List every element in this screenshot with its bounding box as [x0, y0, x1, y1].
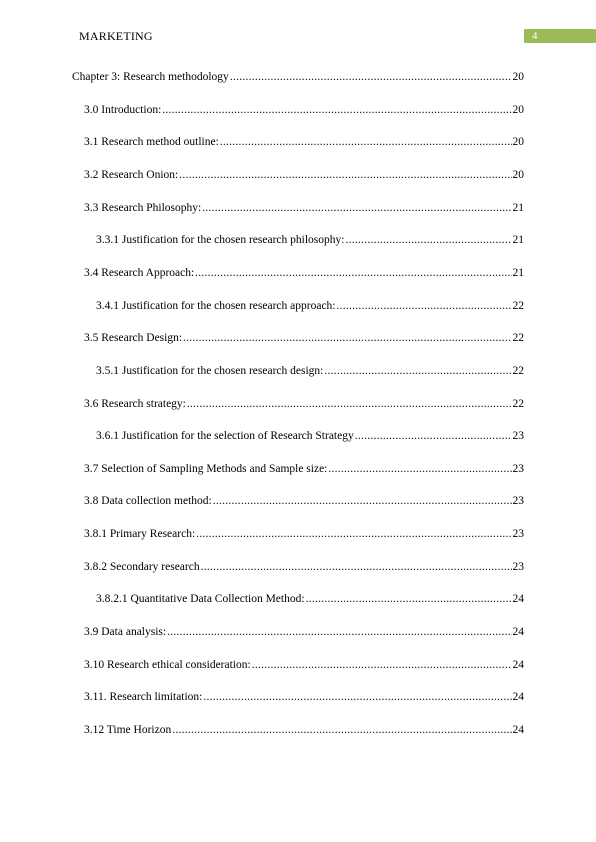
- toc-entry-label: 3.8.1 Primary Research:: [84, 528, 196, 541]
- toc-entry[interactable]: [72, 69, 524, 85]
- toc-entry-label: 3.0 Introduction:: [84, 103, 162, 116]
- toc-dot-leader: [213, 493, 512, 509]
- toc-entry-label: 3.3.1 Justification for the chosen research philosophy:: [96, 234, 345, 247]
- toc-dot-leader: [252, 657, 512, 673]
- toc-entry-page-number: 24: [512, 626, 524, 639]
- toc-dot-leader: [162, 102, 511, 118]
- toc-entry[interactable]: [96, 591, 524, 607]
- toc-entry[interactable]: [84, 559, 524, 575]
- toc-entry-page-number: 22: [512, 332, 524, 345]
- toc-dot-leader: [306, 591, 512, 607]
- toc-entry-page-number: 23: [512, 462, 524, 475]
- toc-entry-page-number: 21: [512, 201, 524, 214]
- toc-entry-label: 3.4.1 Justification for the chosen research approach:: [96, 299, 336, 312]
- toc-dot-leader: [337, 298, 512, 314]
- running-header-title: MARKETING: [79, 29, 153, 43]
- toc-entry-label: 3.6 Research strategy:: [84, 397, 186, 410]
- toc-entry[interactable]: [84, 657, 524, 673]
- toc-entry-page-number: 20: [512, 168, 524, 181]
- toc-entry[interactable]: [84, 689, 524, 705]
- toc-dot-leader: [345, 232, 511, 248]
- toc-entry[interactable]: [84, 200, 524, 216]
- toc-entry-page-number: 23: [512, 528, 524, 541]
- toc-entry[interactable]: [96, 298, 524, 314]
- toc-entry-page-number: 20: [512, 103, 524, 116]
- toc-entry-page-number: 23: [512, 430, 524, 443]
- toc-dot-leader: [183, 330, 511, 346]
- toc-entry-page-number: 24: [512, 658, 524, 671]
- toc-entry-label: 3.9 Data analysis:: [84, 626, 167, 639]
- toc-entry[interactable]: [96, 363, 524, 379]
- toc-entry-label: 3.11. Research limitation:: [84, 691, 203, 704]
- toc-entry-page-number: 22: [512, 364, 524, 377]
- toc-entry-label: 3.8 Data collection method:: [84, 495, 212, 508]
- toc-dot-leader: [220, 134, 512, 150]
- toc-entry-page-number: 21: [512, 234, 524, 247]
- toc-dot-leader: [203, 689, 511, 705]
- toc-dot-leader: [179, 167, 511, 183]
- toc-entry-label: 3.1 Research method outline:: [84, 136, 219, 149]
- toc-entry[interactable]: [96, 232, 524, 248]
- toc-entry-page-number: 22: [512, 397, 524, 410]
- toc-dot-leader: [195, 265, 511, 281]
- toc-entry-page-number: 23: [512, 560, 524, 573]
- toc-entry[interactable]: [84, 102, 524, 118]
- toc-entry-label: 3.8.2 Secondary research: [84, 560, 200, 573]
- toc-entry[interactable]: [96, 428, 524, 444]
- toc-entry[interactable]: [84, 526, 524, 542]
- toc-entry-label: 3.12 Time Horizon: [84, 724, 172, 736]
- toc-entry-label: 3.7 Selection of Sampling Methods and Sample size:: [84, 462, 328, 475]
- toc-entry-label: Chapter 3: Research methodology: [72, 71, 229, 83]
- toc-dot-leader: [202, 200, 511, 216]
- toc-entry-label: 3.6.1 Justification for the selection of Research Strategy: [96, 430, 354, 443]
- toc-entry[interactable]: [84, 493, 524, 509]
- page-number-badge: 4: [524, 29, 596, 43]
- toc-dot-leader: [324, 363, 511, 379]
- toc-entry[interactable]: [84, 722, 524, 738]
- toc-dot-leader: [172, 722, 511, 738]
- toc-dot-leader: [187, 396, 512, 412]
- toc-entry-label: 3.3 Research Philosophy:: [84, 201, 202, 214]
- toc-entry-page-number: 20: [512, 136, 524, 149]
- toc-entry-label: 3.2 Research Onion:: [84, 168, 179, 181]
- toc-entry-page-number: 24: [512, 691, 524, 704]
- toc-dot-leader: [230, 69, 512, 85]
- toc-entry-page-number: 20: [512, 71, 524, 83]
- toc-entry-label: 3.5.1 Justification for the chosen research design:: [96, 364, 324, 377]
- toc-entry-page-number: 23: [512, 495, 524, 508]
- toc-entry-label: 3.5 Research Design:: [84, 332, 183, 345]
- toc-entry[interactable]: [84, 624, 524, 640]
- toc-entry-label: 3.10 Research ethical consideration:: [84, 658, 251, 671]
- toc-entry-page-number: 22: [512, 299, 524, 312]
- toc-dot-leader: [355, 428, 512, 444]
- toc-dot-leader: [167, 624, 511, 640]
- toc-dot-leader: [196, 526, 511, 542]
- toc-entry-page-number: 21: [512, 266, 524, 279]
- toc-entry[interactable]: [84, 330, 524, 346]
- toc-entry-page-number: 24: [512, 724, 524, 736]
- toc-entry-label: 3.4 Research Approach:: [84, 266, 195, 279]
- toc-entry[interactable]: [84, 265, 524, 281]
- toc-dot-leader: [328, 461, 511, 477]
- toc-entry[interactable]: [84, 396, 524, 412]
- toc-entry[interactable]: [84, 134, 524, 150]
- toc-entry-page-number: 24: [512, 593, 524, 606]
- toc-entry[interactable]: [84, 461, 524, 477]
- toc-entry-label: 3.8.2.1 Quantitative Data Collection Method:: [96, 593, 305, 606]
- toc-entry[interactable]: [84, 167, 524, 183]
- toc-dot-leader: [201, 559, 512, 575]
